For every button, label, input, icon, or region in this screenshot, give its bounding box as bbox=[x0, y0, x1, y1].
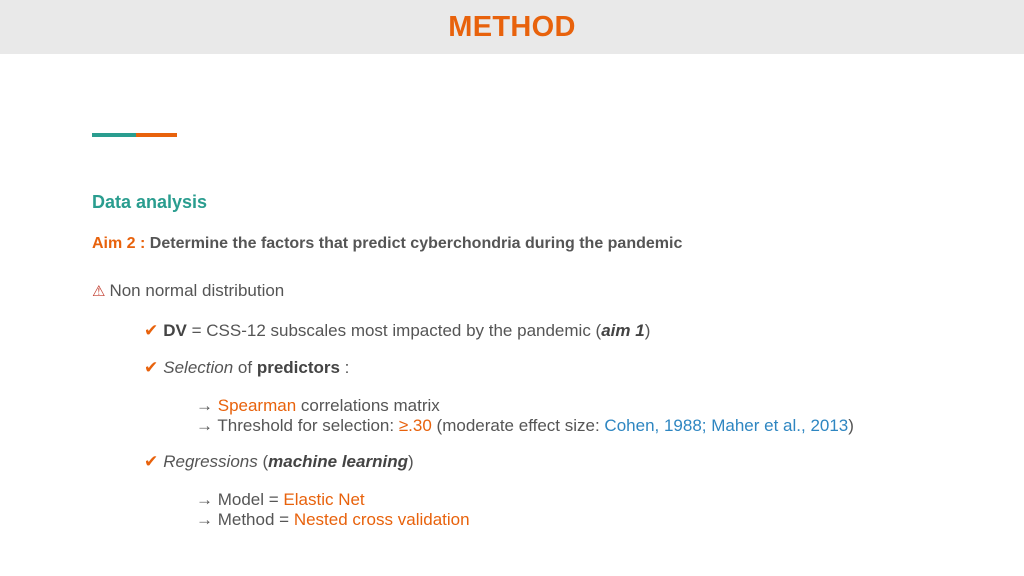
dv-item bbox=[144, 321, 650, 341]
threshold-refs: Cohen, 1988; Maher et al., 2013 bbox=[604, 416, 849, 435]
dv-text: = CSS-12 subscales most impacted by the pandemic ( bbox=[186, 321, 602, 340]
threshold-mid: (moderate effect size: bbox=[431, 416, 605, 435]
model-value: Elastic Net bbox=[283, 490, 365, 509]
selection-of: of bbox=[233, 358, 257, 377]
method-value: Nested cross validation bbox=[293, 510, 470, 529]
threshold-line bbox=[196, 416, 854, 436]
aim-label: Aim 2 : bbox=[92, 235, 146, 252]
accent-line-teal bbox=[92, 133, 136, 137]
section-heading: Data analysis bbox=[92, 192, 208, 212]
model-line bbox=[196, 490, 365, 510]
threshold-value: ≥.30 bbox=[398, 416, 432, 435]
method-line bbox=[196, 510, 470, 530]
regressions-open: ( bbox=[257, 452, 269, 471]
warning-line bbox=[92, 281, 284, 301]
check-icon: ✔ bbox=[144, 452, 159, 471]
aim-text: Determine the factors that predict cyberchondria during the pandemic bbox=[149, 235, 683, 252]
regressions-close: ) bbox=[407, 452, 414, 471]
warning-text: Non normal distribution bbox=[109, 281, 285, 300]
arrow-icon: → bbox=[196, 416, 213, 435]
check-icon: ✔ bbox=[144, 321, 159, 340]
regressions-item bbox=[144, 452, 414, 472]
warning-icon: ⚠ bbox=[92, 283, 106, 300]
selection-label: Selection bbox=[163, 358, 234, 377]
arrow-icon: → bbox=[196, 510, 213, 529]
dv-label: DV bbox=[163, 321, 187, 340]
slide-title: METHOD bbox=[448, 10, 576, 43]
arrow-icon: → bbox=[196, 396, 213, 415]
selection-item bbox=[144, 358, 349, 378]
accent-line-orange bbox=[136, 133, 177, 137]
selection-colon: : bbox=[339, 358, 350, 377]
method-text: Method = bbox=[213, 510, 294, 529]
dv-close: ) bbox=[644, 321, 651, 340]
arrow-icon: → bbox=[196, 490, 213, 509]
threshold-close: ) bbox=[848, 416, 854, 435]
regressions-label: Regressions bbox=[163, 452, 258, 471]
spearman-text: correlations matrix bbox=[296, 396, 440, 415]
regressions-ml: machine learning bbox=[268, 452, 408, 471]
model-text: Model = bbox=[213, 490, 284, 509]
dv-aim-ref: aim 1 bbox=[601, 321, 645, 340]
spearman-line bbox=[196, 396, 440, 416]
check-icon: ✔ bbox=[144, 358, 159, 377]
selection-predictors: predictors bbox=[256, 358, 340, 377]
threshold-text: Threshold for selection: bbox=[213, 416, 399, 435]
aim-line bbox=[92, 235, 682, 253]
header-bar bbox=[0, 0, 1024, 54]
spearman-highlight: Spearman bbox=[217, 396, 297, 415]
